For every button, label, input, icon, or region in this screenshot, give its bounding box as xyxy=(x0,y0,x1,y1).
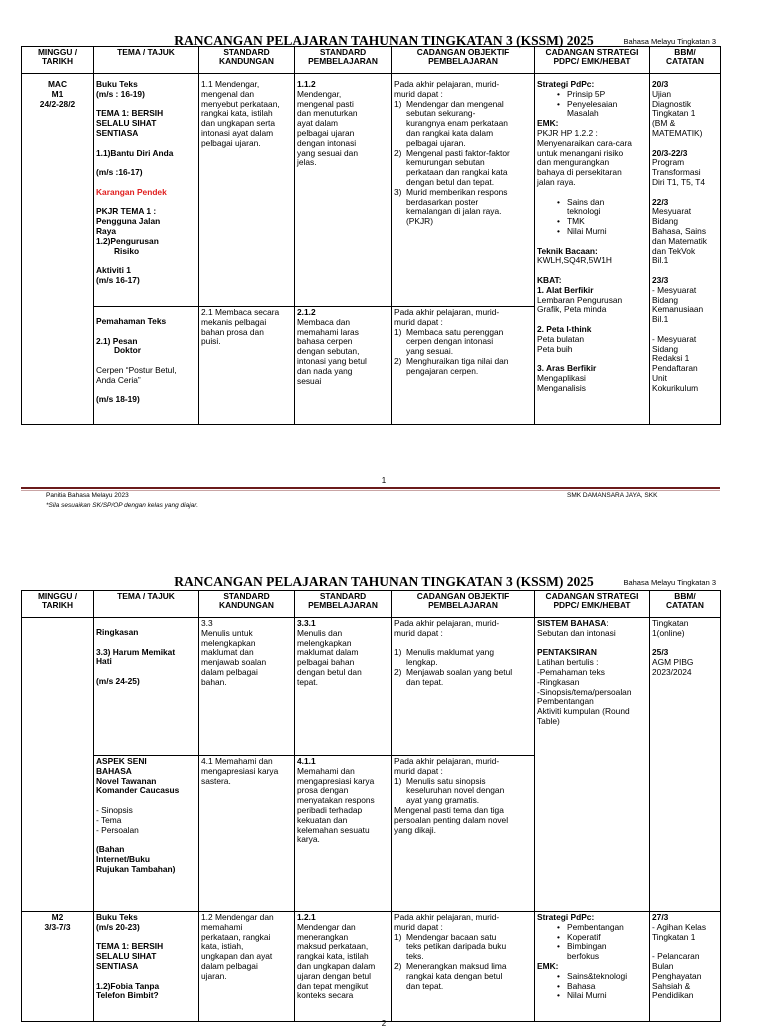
catatan-cell: 27/3 - Agihan Kelas Tingkatan 1 - Pelancaran Bulan Penghayatan Sahsiah & Pendidikan xyxy=(650,912,721,1022)
footer-rule xyxy=(21,487,720,489)
strategi-cell: SISTEM BAHASA: Sebutan dan intonasi PENTAKSIRAN Latihan bertulis : -Pemahaman teks -Ringkasan -Sinopsis/tema/persoalan Pembentangan Aktiviti kumpulan (Round Table) xyxy=(535,618,650,912)
subject-label: Bahasa Melayu Tingkatan 3 xyxy=(623,578,716,587)
header-strategi: CADANGAN STRATEGI PDPC/ EMK/HEBAT xyxy=(535,591,650,618)
header-minggu: MINGGU / TARIKH xyxy=(22,591,94,618)
table-row xyxy=(22,912,721,1022)
week-cell: MAC M1 24/2-28/2 xyxy=(22,74,94,425)
header-tema: TEMA / TAJUK xyxy=(94,47,199,74)
objektif-cell: Pada akhir pelajaran, murid- murid dapat : 1) Membaca satu perenggan cerpen dengan intonasi yang sesuai. 2) Menghuraikan tiga nilai dan pengajaran cerpen. xyxy=(392,307,535,425)
footer-rule-thin xyxy=(21,490,720,491)
lesson-plan-table-page1 xyxy=(21,46,721,425)
tema-cell: Buku Teks (m/s 20-23) TEMA 1: BERSIH SELALU SIHAT SENTIASA 1.2)Fobia Tanpa Telefon Bimbit? xyxy=(94,912,199,1022)
lesson-plan-table-page2 xyxy=(21,590,721,1022)
subject-label: Bahasa Melayu Tingkatan 3 xyxy=(623,37,716,46)
header-sp: STANDARD PEMBELAJARAN xyxy=(295,591,392,618)
objektif-cell: Pada akhir pelajaran, murid- murid dapat : 1) Menulis maklumat yang lengkap. 2) Menjawab soalan yang betul dan tepat. xyxy=(392,618,535,756)
table-row xyxy=(22,618,721,756)
header-sk: STANDARD KANDUNGAN xyxy=(199,591,295,618)
header-objektif: CADANGAN OBJEKTIF PEMBELAJARAN xyxy=(392,47,535,74)
header-sk: STANDARD KANDUNGAN xyxy=(199,47,295,74)
strategi-cell: Strategi PdPc: • Prinsip 5P • Penyelesaian Masalah EMK: PKJR HP 1.2.2 : Menyenaraikan cara-cara untuk menangani risiko dan mengurangkan bahaya di persekitaran jalan raya. • Sains dan teknologi • TMK • Nilai Murni Teknik Bacaan: KWLH,SQ4R,5W1H KBAT: 1. Alat Berfikir Lembaran Pengurusan Grafik, Peta minda 2. Peta I-think Peta bulatan Peta buih 3. Aras Berfikir Mengaplikasi Menganalisis xyxy=(535,74,650,425)
week-cell xyxy=(22,618,94,912)
sp-cell: 2.1.2 Membaca dan memahami laras bahasa cerpen dengan sebutan, intonasi yang betul dan nada yang sesuai xyxy=(295,307,392,425)
sp-cell: 3.3.1 Menulis dan melengkapkan maklumat dalam pelbagai bahan dengan betul dan tepat. xyxy=(295,618,392,756)
sp-cell: 1.2.1 Mendengar dan menerangkan maksud perkataan, rangkai kata, istilah dan ungkapan dalam ujaran dengan betul dan tepat mengikut konteks secara xyxy=(295,912,392,1022)
karangan-label: Karangan Pendek xyxy=(96,186,167,197)
sk-cell: 3.3 Menulis untuk melengkapkan maklumat dan menjawab soalan dalam pelbagai bahan. xyxy=(199,618,295,756)
page-title: RANCANGAN PELAJARAN TAHUNAN TINGKATAN 3 (KSSM) 2025 xyxy=(174,574,594,589)
catatan-cell: Tingkatan 1(online) 25/3 AGM PIBG 2023/2024 xyxy=(650,618,721,912)
tema-cell: Buku Teks (m/s : 16-19) TEMA 1: BERSIH SELALU SIHAT SENTIASA 1.1)Bantu Diri Anda (m/s :16-17) Karangan Pendek PKJR TEMA 1 : Pengguna Jalan Raya 1.2)Pengurusan Risiko Aktiviti 1 (m/s 16-17) xyxy=(94,74,199,307)
tema-cell: Pemahaman Teks 2.1) Pesan Doktor Cerpen “Postur Betul, Anda Ceria” (m/s 18-19) xyxy=(94,307,199,425)
page-number: 1 xyxy=(381,476,387,485)
page-number: 2 xyxy=(381,1019,387,1028)
table-row xyxy=(22,74,721,307)
page-title: RANCANGAN PELAJARAN TAHUNAN TINGKATAN 3 (KSSM) 2025 xyxy=(174,33,594,48)
sp-cell: 4.1.1 Memahami dan mengapresiasi karya prosa dengan menyatakan respons peribadi terhadap kekuatan dan kelemahan sesuatu karya. xyxy=(295,756,392,912)
sk-cell: 4.1 Memahami dan mengapresiasi karya sastera. xyxy=(199,756,295,912)
week-cell: M2 3/3-7/3 xyxy=(22,912,94,1022)
tema-cell: Ringkasan 3.3) Harum Memikat Hati (m/s 24-25) xyxy=(94,618,199,756)
sk-cell: 1.2 Mendengar dan memahami perkataan, rangkai kata, istiah, ungkapan dan ayat dalam pelbagai ujaran. xyxy=(199,912,295,1022)
objektif-cell: Pada akhir pelajaran, murid- murid dapat : 1) Mendengar bacaan satu teks petikan daripada buku teks. 2) Menerangkan maksud lima rangkai kata dengan betul dan tepat. xyxy=(392,912,535,1022)
header-sp: STANDARD PEMBELAJARAN xyxy=(295,47,392,74)
tema-cell: ASPEK SENI BAHASA Novel Tawanan Komander Caucasus - Sinopsis - Tema - Persoalan (Bahan Internet/Buku Rujukan Tambahan) xyxy=(94,756,199,912)
header-minggu: MINGGU / TARIKH xyxy=(22,47,94,74)
header-catatan: BBM/ CATATAN xyxy=(650,47,721,74)
objektif-cell: Pada akhir pelajaran, murid- murid dapat : 1) Mendengar dan mengenal sebutan sekurang- kurangnya enam perkataan dan rangkai kata dalam pelbagai ujaran. 2) Mengenal pasti faktor-faktor kemurungan sebutan perkataan dan rangkai kata dengan betul dan tepat. 3) Murid memberikan respons berdasarkan poster kemalangan di jalan raya. (PKJR) xyxy=(392,74,535,307)
sk-cell: 1.1 Mendengar, mengenal dan menyebut perkataan, rangkai kata, istilah dan ungkapan serta intonasi ayat dalam pelbagai ujaran. xyxy=(199,74,295,307)
footer-right: SMK DAMANSARA JAYA, SKK xyxy=(567,492,658,499)
strategi-cell: Strategi PdPc: • Pembentangan • Koperatif • Bimbingan berfokus EMK: • Sains&teknologi • Bahasa • Nilai Murni xyxy=(535,912,650,1022)
sk-cell: 2.1 Membaca secara mekanis pelbagai bahan prosa dan puisi. xyxy=(199,307,295,425)
header-catatan: BBM/ CATATAN xyxy=(650,591,721,618)
header-tema: TEMA / TAJUK xyxy=(94,591,199,618)
header-strategi: CADANGAN STRATEGI PDPC/ EMK/HEBAT xyxy=(535,47,650,74)
footnote: *Sila sesuaikan SK/SP/OP dengan kelas yang diajar. xyxy=(46,502,198,509)
sp-cell: 1.1.2 Mendengar, mengenal pasti dan menuturkan ayat dalam pelbagai ujaran dengan intonasi yang sesuai dan jelas. xyxy=(295,74,392,307)
objektif-cell: Pada akhir pelajaran, murid- murid dapat : 1) Menulis satu sinopsis keseluruhan novel dengan ayat yang gramatis. Mengenal pasti tema dan tiga persoalan penting dalam novel yang dikaji. xyxy=(392,756,535,912)
table-header-row xyxy=(22,47,721,74)
table-header-row xyxy=(22,591,721,618)
catatan-cell: 20/3 Ujian Diagnostik Tingkatan 1 (BM & MATEMATIK) 20/3-22/3 Program Transformasi Diri T1, T5, T4 22/3 Mesyuarat Bidang Bahasa, Sains dan Matematik dan TekVok Bil.1 23/3 - Mesyuarat Bidang Kemanusiaan Bil.1 - Mesyuarat Sidang Redaksi 1 Pendaftaran Unit Kokurikulum xyxy=(650,74,721,425)
footer-left: Panitia Bahasa Melayu 2023 xyxy=(46,492,129,499)
header-objektif: CADANGAN OBJEKTIF PEMBELAJARAN xyxy=(392,591,535,618)
